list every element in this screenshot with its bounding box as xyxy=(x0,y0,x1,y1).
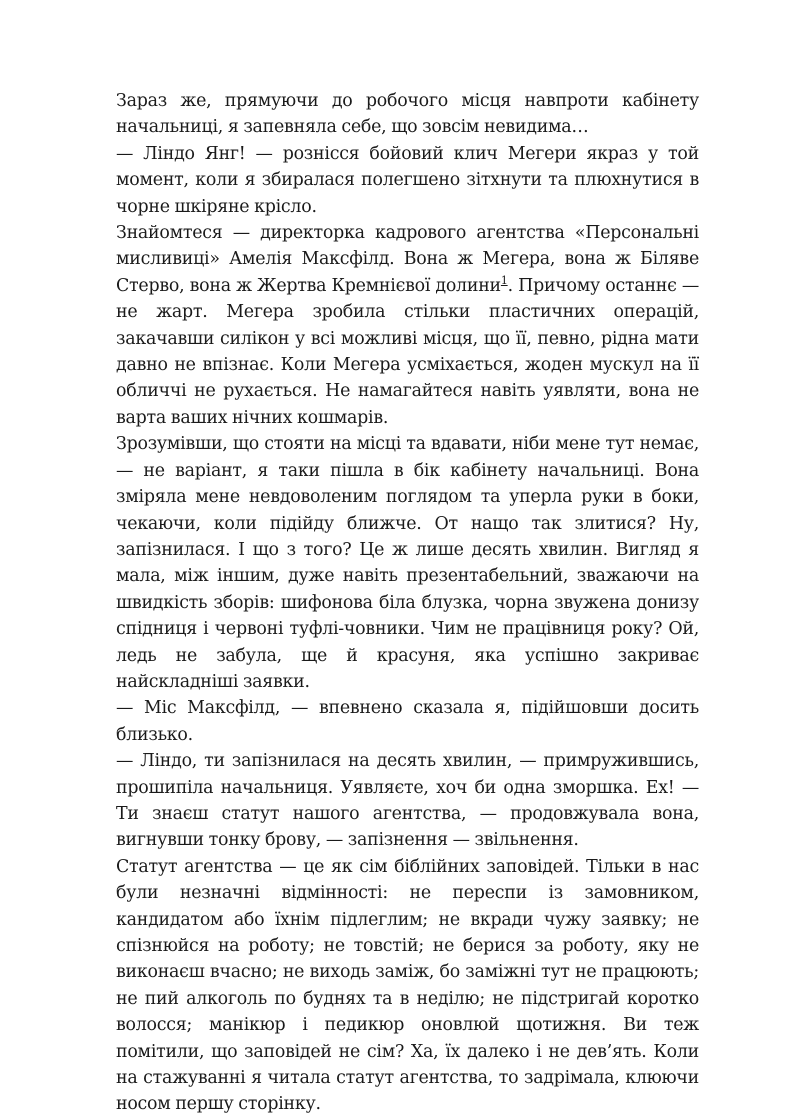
footnote-link[interactable]: 1 xyxy=(500,274,508,288)
paragraph-6: — Ліндо, ти запізнилася на десять хвилин, — примружившись, прошипіла начальниця. Уявляєте, хоч би одна зморшка. Ех! — Ти знаєш статут нашого агентства, — продовжувала вона, вигнувши тонку брову, — запізнення — звільнення. xyxy=(116,751,699,851)
paragraph-2: — Ліндо Янг! — рознісся бойовий клич Мегери якраз у той момент, коли я збиралася полегшено зітхнути та плюхнутися в чорне шкіряне крісло. xyxy=(116,143,699,217)
paragraph-3-text-after: . Причому останнє — не жарт. Мегера зробила стільки пластичних операцій, закачавши силікон у всі можливі місця, що її, певно, рідна мати давно не впізнає. Коли Мегера усміхається, жоден мускул на її обличчі не рухається. Не намагайтеся навіть уявляти, вона не варта ваших нічних кошмарів. xyxy=(116,275,699,428)
paragraph-7: Статут агентства — це як сім біблійних заповідей. Тільки в нас були незначні відмінності: не переспи із замовником, кандидатом або їхнім підлеглим; не вкради чужу заявку; не спізнюйся на роботу; не товстій; не берися за роботу, яку не виконаєш вчасно; не виходь заміж, бо заміжні тут не працюють; не пий алкоголь по буднях та в неділю; не підстригай коротко волосся; манікюр і педикюр оновлюй щотижня. Ви теж помітили, що заповідей не сім? Ха, їх далеко і не дев’ять. Коли на стажуванні я читала статут агентства, то задрімала, клюючи носом першу сторінку. xyxy=(116,856,699,1115)
paragraph-4: Зрозумівши, що стояти на місці та вдавати, ніби мене тут немає, — не варіант, я таки пішла в бік кабінету начальниці. Вона зміряла мене невдоволеним поглядом та уперла руки в боки, чекаючи, коли підійду ближче. От нащо так злитися? Ну, запізнилася. І що з того? Це ж лише десять хвилин. Вигляд я мала, між іншим, дуже навіть презентабельний, зважаючи на швидкість зборів: шифонова біла блузка, чорна звужена донизу спідниця і червоні туфлі-човники. Чим не працівниця року? Ой, ледь не забула, ще й красуня, яка успішно закриває найскладніші заявки. xyxy=(116,434,699,692)
text-body xyxy=(116,88,699,1118)
paragraph-3-text-before: Знайомтеся — директорка кадрового агентства «Персональні мисливиці» Амелія Максфілд. Вона ж Мегера, вона ж Біляве Стерво, вона ж Жертва Кремнієвої долини xyxy=(116,223,699,296)
paragraph-1: Зараз же, прямуючи до робочого місця навпроти кабінету начальниці, я запевняла себе, що зовсім невидима… xyxy=(116,91,699,138)
paragraph-5: — Міс Максфілд, — впевнено сказала я, підійшовши досить близько. xyxy=(116,698,699,745)
paragraph-3 xyxy=(116,220,699,431)
